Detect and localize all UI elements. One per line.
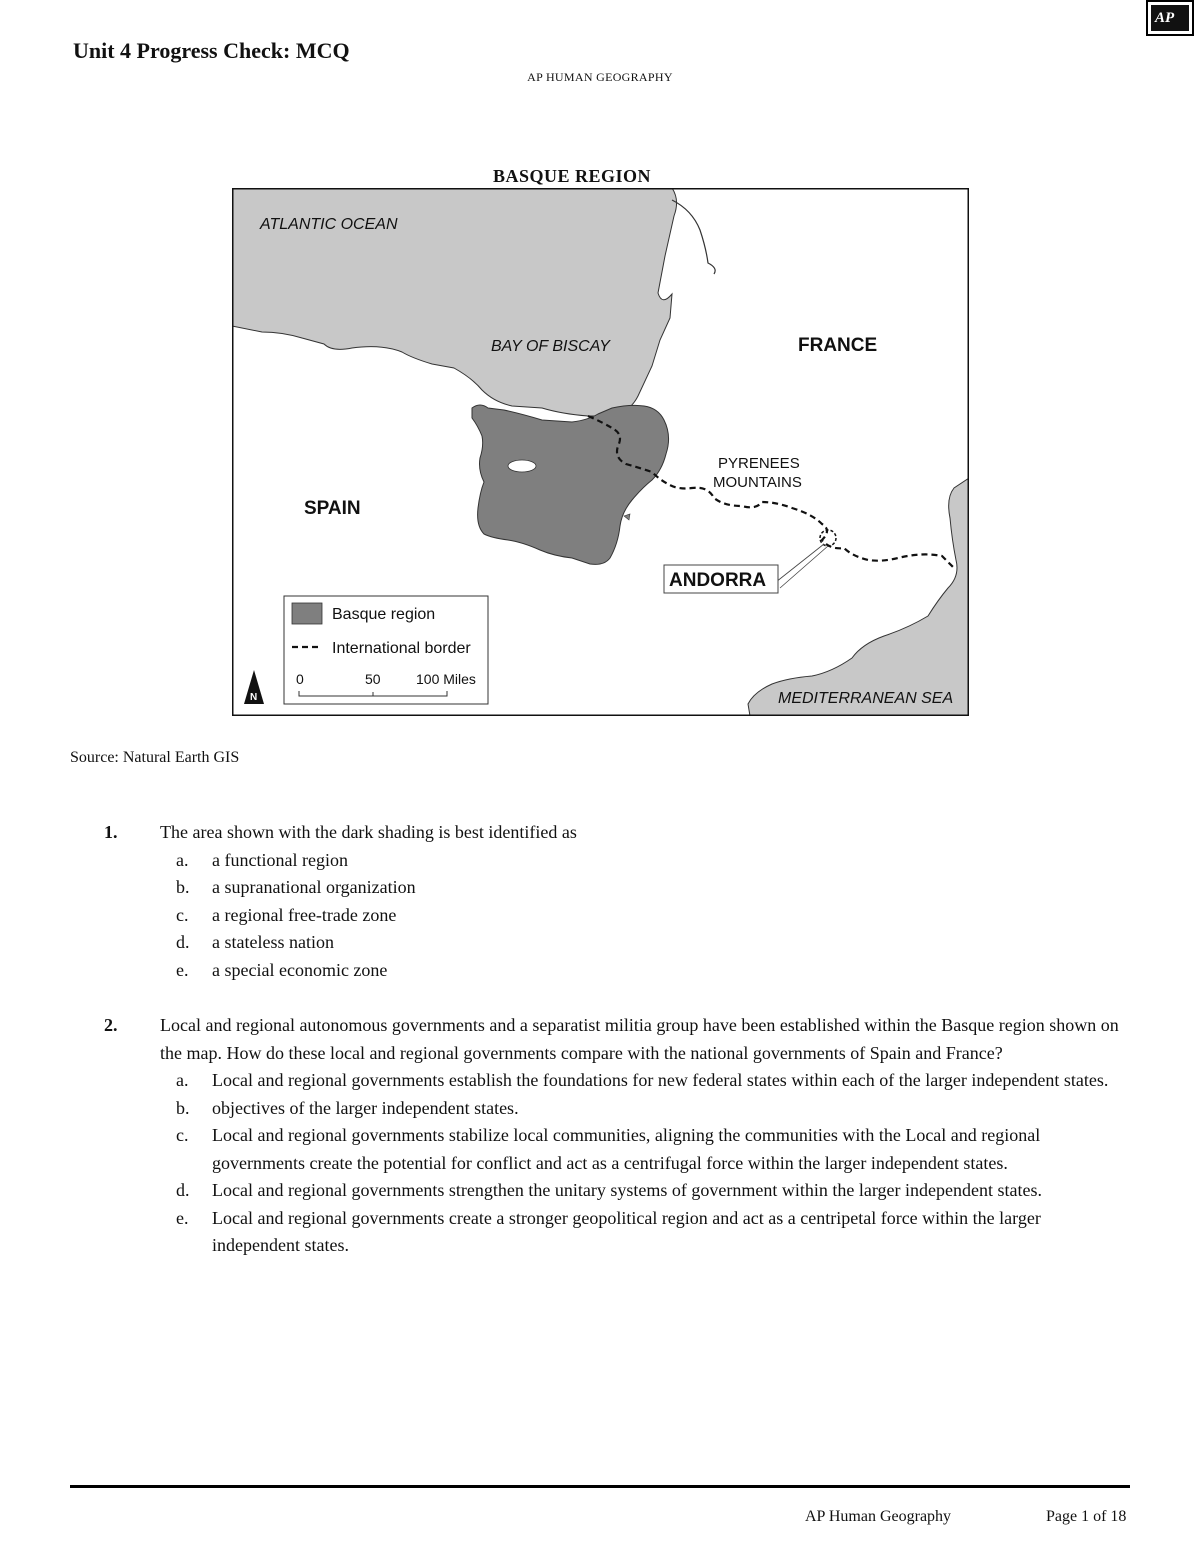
option-letter: d. <box>176 1180 190 1200</box>
answer-option[interactable] <box>70 1122 1130 1177</box>
option-text: Local and regional governments create a stronger geopolitical region and act as a centripetal force within the larger independent states. <box>212 1207 1041 1255</box>
question-1 <box>70 819 1130 984</box>
option-text: a stateless nation <box>212 932 334 952</box>
option-letter: b. <box>176 1097 190 1118</box>
option-letter: d. <box>176 932 190 952</box>
footer-divider <box>70 1485 1130 1488</box>
france-label: FRANCE <box>798 335 878 356</box>
answer-option[interactable] <box>70 1177 1130 1205</box>
answer-option[interactable] <box>70 1205 1130 1260</box>
footer-course: AP Human Geography <box>805 1508 952 1525</box>
option-text: Local and regional governments stabilize local communities, aligning the communities with the Local and regional governments create the potential for conflict and act as a centrifugal force within the larger independent states. <box>212 1125 1041 1173</box>
answer-option[interactable] <box>70 902 1130 930</box>
scale-label-50: 50 <box>365 671 381 687</box>
answer-options <box>70 1067 1130 1260</box>
option-text: Local and regional governments strengthen the unitary systems of government within the larger independent states. <box>212 1180 1042 1200</box>
pyrenees-label-2: MOUNTAINS <box>713 474 802 491</box>
mediterranean-label: MEDITERRANEAN SEA <box>778 690 954 707</box>
legend-basque-label: Basque region <box>332 606 436 623</box>
option-text: a supranational organization <box>212 877 416 897</box>
option-text: Local and regional governments establish the foundations for new federal states within each of the larger independent states. <box>212 1070 1109 1090</box>
ap-logo-text: AP <box>1155 9 1175 26</box>
page-title: Unit 4 Progress Check: MCQ <box>73 38 350 63</box>
question-stem: The area shown with the dark shading is best identified as <box>160 822 577 842</box>
map-title: BASQUE REGION <box>492 166 652 186</box>
option-letter: a. <box>176 1070 189 1090</box>
option-letter: a. <box>176 849 189 870</box>
legend-basque-swatch <box>292 603 322 624</box>
option-text: a functional region <box>212 849 348 870</box>
north-arrow-label: N <box>250 692 258 703</box>
footer-page-number: Page 1 of 18 <box>1046 1508 1127 1525</box>
answer-option[interactable] <box>70 1095 1130 1123</box>
map-legend <box>284 596 488 704</box>
answer-option[interactable] <box>70 874 1130 902</box>
subject-header: AP HUMAN GEOGRAPHY <box>527 70 673 84</box>
answer-option[interactable] <box>70 1067 1130 1095</box>
option-letter: e. <box>176 1207 189 1228</box>
question-number: 2. <box>104 1015 118 1035</box>
basque-region-map <box>232 188 969 716</box>
question-stem: Local and regional autonomous governments and a separatist militia group have been established within the Basque region shown on the map. How do these local and regional governments compare with the national governments of Spain and France? <box>160 1015 1119 1063</box>
biscay-label: BAY OF BISCAY <box>491 338 610 355</box>
pyrenees-label-1: PYRENEES <box>718 455 800 472</box>
option-letter: b. <box>176 877 190 897</box>
option-text: a special economic zone <box>212 959 388 980</box>
answer-option[interactable] <box>70 929 1130 957</box>
question-2 <box>70 1012 1130 1260</box>
option-letter: e. <box>176 959 189 980</box>
legend-border-label: International border <box>332 640 471 657</box>
answer-options <box>70 847 1130 985</box>
lake <box>508 460 536 472</box>
question-number: 1. <box>104 822 118 842</box>
scale-label-0: 0 <box>296 671 304 687</box>
ap-logo <box>1146 0 1194 36</box>
map-source: Source: Natural Earth GIS <box>70 749 240 766</box>
option-letter: c. <box>176 904 189 925</box>
option-text: objectives of the larger independent states. <box>212 1097 519 1118</box>
option-text: a regional free-trade zone <box>212 904 397 925</box>
scale-label-100: 100 Miles <box>416 671 476 687</box>
spain-label: SPAIN <box>304 498 361 519</box>
option-letter: c. <box>176 1125 189 1145</box>
answer-option[interactable] <box>70 957 1130 985</box>
andorra-label: ANDORRA <box>669 570 767 591</box>
answer-option[interactable] <box>70 847 1130 875</box>
atlantic-label: ATLANTIC OCEAN <box>260 216 398 233</box>
